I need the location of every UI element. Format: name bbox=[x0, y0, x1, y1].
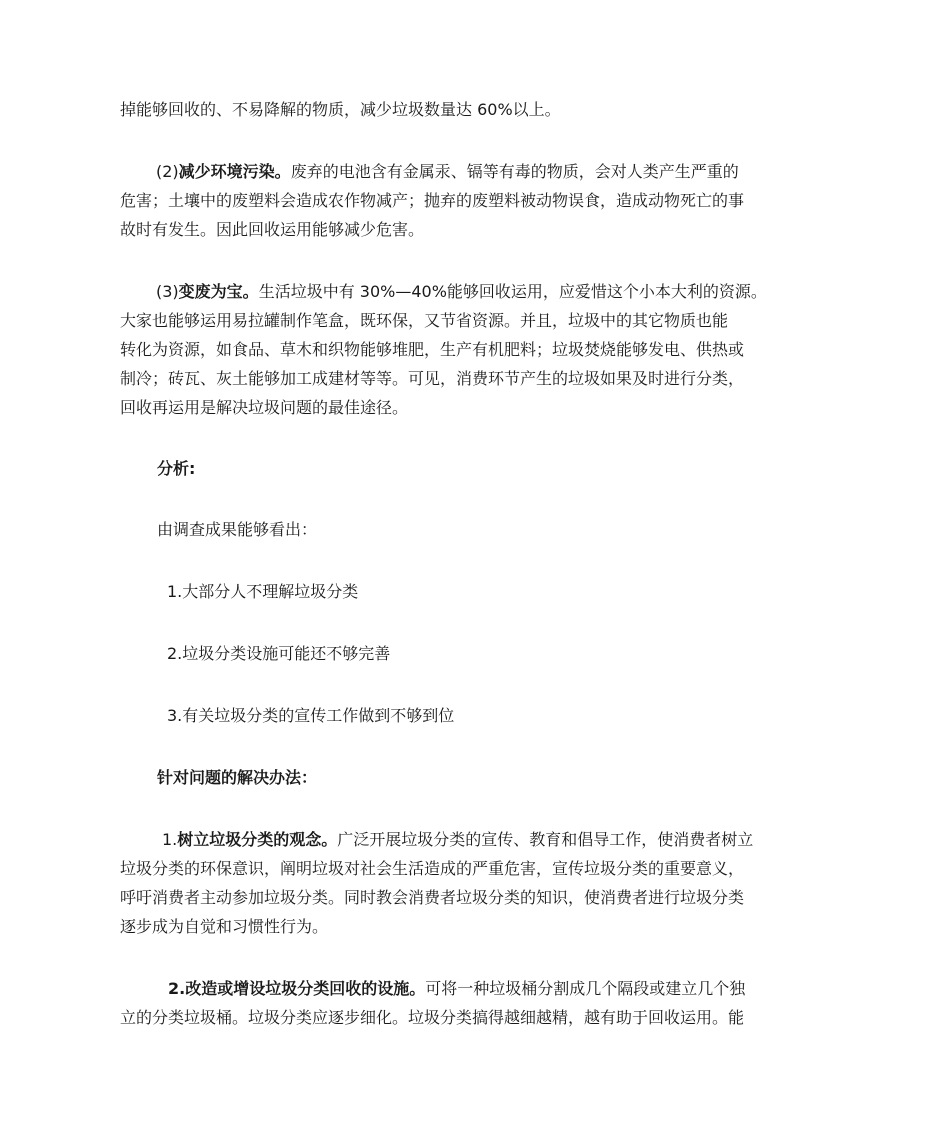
paragraph-text: 可将一种垃圾桶分割成几个隔段或建立几个独 bbox=[425, 979, 746, 998]
paragraph-text: 生活垃圾中有 30%—40%能够回收运用，应爱惜这个小本大利的资源。 bbox=[258, 282, 767, 301]
paragraph-reduce-pollution bbox=[120, 157, 840, 244]
paragraph-text: 废弃的电池含有金属汞、镉等有毒的物质，会对人类产生严重的 bbox=[290, 162, 739, 181]
finding-item: 2.垃圾分类设施可能还不够完善 bbox=[167, 644, 391, 663]
paragraph-line: 回收再运用是解决垃圾问题的最佳途径。 bbox=[120, 398, 409, 417]
analysis-intro: 由调查成果能够看出： bbox=[157, 520, 318, 539]
paragraph-line: 危害；土壤中的废塑料会造成农作物减产；抛弃的废塑料被动物误食，造成动物死亡的事 bbox=[120, 191, 745, 210]
paragraph-line bbox=[120, 277, 840, 306]
paragraph-line: 垃圾分类的环保意识，阐明垃圾对社会生活造成的严重危害，宣传垃圾分类的重要意义， bbox=[120, 859, 745, 878]
item-number: 1. bbox=[162, 830, 178, 849]
paragraph-line bbox=[120, 974, 840, 1003]
paragraph-line: 大家也能够运用易拉罐制作笔盒，既环保，又节省资源。并且，垃圾中的其它物质也能 bbox=[120, 311, 729, 330]
finding-item: 1.大部分人不理解垃圾分类 bbox=[167, 582, 359, 601]
paragraph-continuation bbox=[120, 95, 840, 124]
solution-awareness bbox=[120, 825, 840, 941]
paragraph-title: 2.改造或增设垃圾分类回收的设施。 bbox=[168, 979, 426, 998]
item-number: (2) bbox=[156, 162, 179, 181]
paragraph-line: 转化为资源，如食品、草木和织物能够堆肥，生产有机肥料；垃圾焚烧能够发电、供热或 bbox=[120, 340, 745, 359]
item-number: (3) bbox=[156, 282, 179, 301]
paragraph-line bbox=[120, 157, 840, 186]
paragraph-title: 变废为宝。 bbox=[178, 282, 259, 301]
paragraph-line: 故时有发生。因此回收运用能够减少危害。 bbox=[120, 220, 425, 239]
solution-facilities bbox=[120, 974, 840, 1032]
paragraph-line: 立的分类垃圾桶。垃圾分类应逐步细化。垃圾分类搞得越细越精，越有助于回收运用。能 bbox=[120, 1008, 745, 1027]
finding-item: 3.有关垃圾分类的宣传工作做到不够到位 bbox=[167, 706, 455, 725]
analysis-heading: 分析: bbox=[157, 459, 196, 478]
paragraph-title: 减少环境污染。 bbox=[178, 162, 291, 181]
paragraph-line: 呼吁消费者主动参加垃圾分类。同时教会消费者垃圾分类的知识，使消费者进行垃圾分类 bbox=[120, 888, 745, 907]
paragraph-waste-to-treasure bbox=[120, 277, 840, 422]
paragraph-text: 广泛开展垃圾分类的宣传、教育和倡导工作，使消费者树立 bbox=[337, 830, 754, 849]
paragraph-line: 掉能够回收的、不易降解的物质，减少垃圾数量达 60%以上。 bbox=[120, 100, 561, 119]
paragraph-line: 逐步成为自觉和习惯性行为。 bbox=[120, 917, 329, 936]
paragraph-line bbox=[120, 825, 840, 854]
solutions-heading: 针对问题的解决办法： bbox=[157, 768, 318, 787]
paragraph-line: 制冷；砖瓦、灰土能够加工成建材等等。可见，消费环节产生的垃圾如果及时进行分类， bbox=[120, 369, 745, 388]
paragraph-title: 树立垃圾分类的观念。 bbox=[177, 830, 338, 849]
